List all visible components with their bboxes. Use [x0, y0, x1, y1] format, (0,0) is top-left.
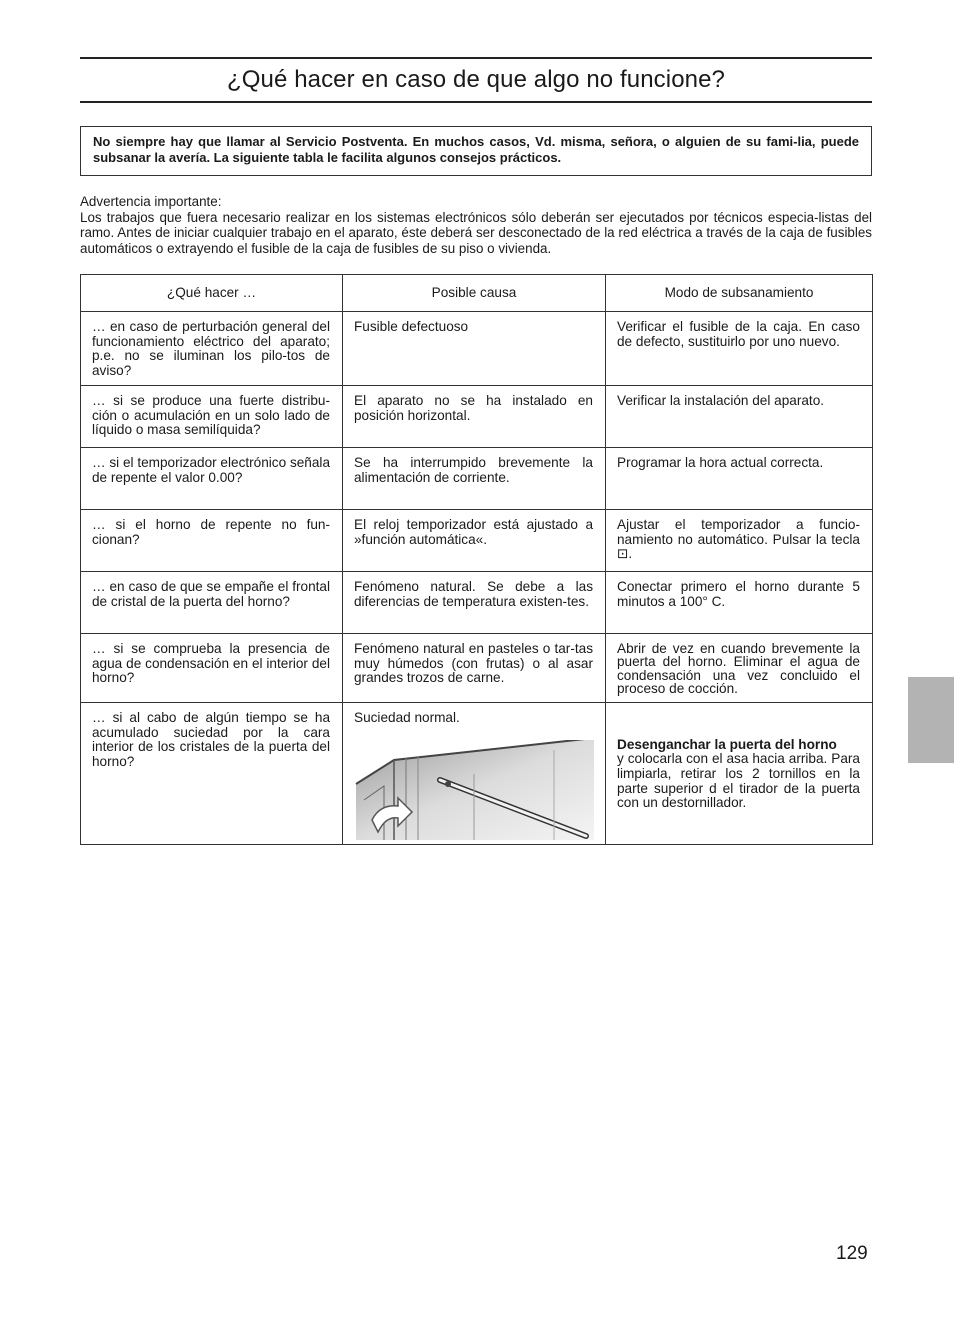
oven-door-illustration	[354, 740, 594, 842]
problem-cell: … si el horno de repente no fun-cionan?	[81, 509, 343, 571]
remedy-cell: Ajustar el temporizador a funcio-namiento no automático. Pulsar la tecla ⊡.	[606, 509, 873, 571]
cause-cell: Fenómeno natural. Se debe a las diferencias de temperatura existen-tes.	[343, 571, 606, 633]
remedy-cell: Verificar la instalación del aparato.	[606, 385, 873, 447]
header-possible-cause: Posible causa	[343, 275, 606, 312]
cause-cell: Fusible defectuoso	[343, 312, 606, 386]
problem-cell: … si el temporizador electrónico señala de repente el valor 0.00?	[81, 447, 343, 509]
problem-cell: … si se comprueba la presencia de agua de condensación en el interior del horno?	[81, 633, 343, 702]
header-what-to-do: ¿Qué hacer …	[81, 275, 343, 312]
intro-text: No siempre hay que llamar al Servicio Postventa. En muchos casos, Vd. misma, señora, o alguien de su fami-lia, puede subsanar la avería. La siguiente tabla le facilita algunos consejos prácticos.	[93, 134, 859, 165]
intro-box	[80, 126, 872, 176]
problem-cell: … si al cabo de algún tiempo se ha acumulado suciedad por la cara interior de los cristales de la puerta del horno?	[81, 702, 343, 844]
table-row	[81, 385, 873, 447]
side-tab	[908, 677, 954, 763]
table-row	[81, 509, 873, 571]
table-row	[81, 702, 873, 844]
problem-cell: … en caso de que se empañe el frontal de cristal de la puerta del horno?	[81, 571, 343, 633]
cause-cell	[343, 702, 606, 844]
table-row	[81, 312, 873, 386]
cause-cell: Fenómeno natural en pasteles o tar-tas muy húmedos (con frutas) o al asar grandes trozos de carne.	[343, 633, 606, 702]
table-header-row	[81, 275, 873, 312]
remedy-cell	[606, 702, 873, 844]
cause-cell: El aparato no se ha instalado en posición horizontal.	[343, 385, 606, 447]
header-remedy: Modo de subsanamiento	[606, 275, 873, 312]
table-row	[81, 633, 873, 702]
cause-cell: El reloj temporizador está ajustado a »función automática«.	[343, 509, 606, 571]
remedy-cell: Verificar el fusible de la caja. En caso de defecto, sustituirlo por uno nuevo.	[606, 312, 873, 386]
remedy-text: y colocarla con el asa hacia arriba. Para limpiarla, retirar los 2 tornillos en la parte superior d el tirador de la puerta con un destornillador.	[617, 751, 860, 811]
cause-cell: Se ha interrumpido brevemente la alimentación de corriente.	[343, 447, 606, 509]
table-row	[81, 571, 873, 633]
warning-text: Los trabajos que fuera necesario realizar en los sistemas electrónicos sólo deberán ser ejecutados por técnicos especia-listas del ramo. Antes de iniciar cualquier trabajo en el aparato, éste deberá ser desconectado de la red eléctrica a través de la caja de fusibles automáticos o extrayendo el fusible de la caja de fusibles de su piso o vivienda.	[80, 209, 872, 256]
warning-title: Advertencia importante:	[80, 194, 222, 209]
cause-text: Suciedad normal.	[354, 709, 460, 725]
remedy-title: Desenganchar la puerta del horno	[617, 736, 837, 752]
remedy-cell: Abrir de vez en cuando brevemente la puerta del horno. Eliminar el agua de condensación una vez concluido el proceso de cocción.	[606, 633, 873, 702]
title-bar	[80, 57, 872, 103]
table-row	[81, 447, 873, 509]
page-number: 129	[836, 1243, 868, 1264]
remedy-cell: Programar la hora actual correcta.	[606, 447, 873, 509]
page-title: ¿Qué hacer en caso de que algo no funcione?	[227, 66, 725, 93]
problem-cell: … si se produce una fuerte distribu-ción o acumulación en un solo lado de líquido o masa semilíquida?	[81, 385, 343, 447]
troubleshooting-table	[80, 274, 873, 845]
problem-cell: … en caso de perturbación general del funcionamiento eléctrico del aparato; p.e. no se iluminan los pilo-tos de aviso?	[81, 312, 343, 386]
remedy-cell: Conectar primero el horno durante 5 minutos a 100° C.	[606, 571, 873, 633]
warning-section	[80, 194, 872, 256]
